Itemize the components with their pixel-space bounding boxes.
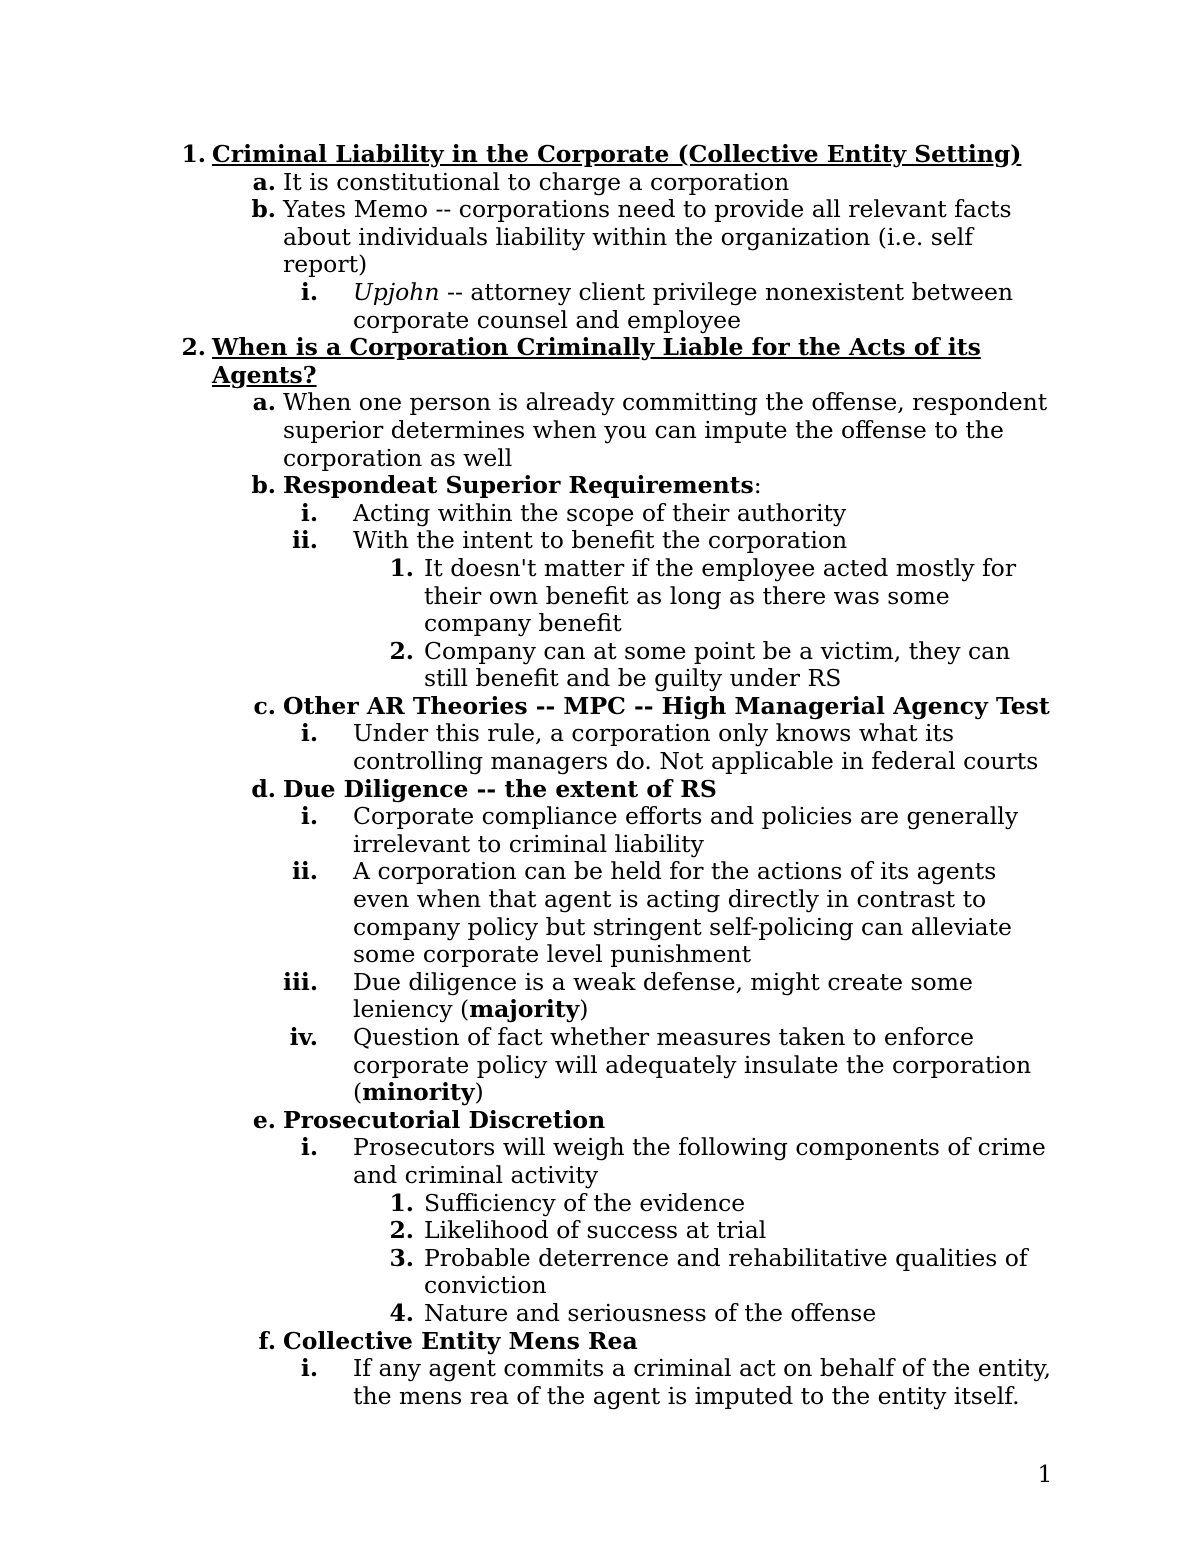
item-line [424,1272,1200,1300]
line-text: Nature and seriousness of the offense [424,1298,877,1327]
line-text: Acting within the scope of their authority [353,498,847,527]
item-line [353,1355,1200,1383]
list-marker: i. [300,1354,318,1383]
item-line [283,224,1200,252]
item-line [353,748,1200,776]
list-marker: 1. [389,553,414,582]
outline-item [0,1190,1200,1218]
line-text: : [753,471,762,500]
list-marker: i. [300,277,318,306]
line-text: A corporation can be held for the actions of its agents [353,857,997,886]
line-text: and criminal activity [353,1160,599,1189]
line-text: conviction [424,1271,547,1300]
section-heading: Agents? [212,360,317,389]
item-line [424,610,1200,638]
item-line [283,472,1200,500]
list-marker: f. [258,1326,276,1355]
item-line [424,638,1200,666]
item-line [212,334,1200,362]
line-text: -- attorney client privilege nonexistent between [439,277,1014,306]
item-line [353,307,1200,335]
outline-item [0,803,1200,858]
bold-text: minority [362,1078,475,1107]
line-text: Yates Memo -- corporations need to provide all relevant facts [283,195,1012,224]
line-text: With the intent to benefit the corporation [353,526,848,555]
line-text: ) [579,995,589,1024]
list-marker: e. [252,1105,276,1134]
outline-item [0,169,1200,197]
line-text: Sufficiency of the evidence [424,1188,746,1217]
line-text: Question of fact whether measures taken to enforce [353,1023,975,1051]
line-text: Due diligence is a weak defense, might create some [353,967,973,996]
item-line [283,389,1200,417]
item-line [353,527,1200,555]
list-marker: c. [253,691,276,720]
outline-item [0,279,1200,334]
line-text: the mens rea of the agent is imputed to the entity itself. [353,1381,1020,1410]
line-text: It doesn't matter if the employee acted mostly for [424,553,1017,582]
outline-item [0,555,1200,638]
item-line [353,886,1200,914]
item-line [283,1107,1200,1135]
item-line [424,583,1200,611]
list-marker: 2. [389,636,414,665]
outline-item [0,969,1200,1024]
item-line [353,803,1200,831]
item-line [353,1134,1200,1162]
item-line [353,1162,1200,1190]
line-text: even when that agent is acting directly in contrast to [353,885,987,914]
line-text: Prosecutors will weigh the following components of crime [353,1133,1046,1162]
line-text: company policy but stringent self-policing can alleviate [353,912,1012,941]
item-line [353,720,1200,748]
line-text: It is constitutional to charge a corporation [283,167,790,196]
line-text: leniency ( [353,995,470,1024]
case-name: Upjohn [353,277,440,306]
outline-item [0,1245,1200,1300]
outline-item [0,1300,1200,1328]
line-text: If any agent commits a criminal act on behalf of the entity, [353,1354,1052,1383]
item-line [283,776,1200,804]
line-text: When one person is already committing the offense, respondent [283,388,1048,417]
item-line [353,1079,1200,1107]
list-marker: 2. [389,1216,414,1245]
line-text: ( [353,1078,363,1107]
line-text: Company can at some point be a victim, they can [424,636,1011,665]
item-line [353,914,1200,942]
list-marker: ii. [291,526,318,555]
line-text: Collective Entity Mens Rea [283,1326,638,1355]
outline-item [0,527,1200,555]
line-text: controlling managers do. Not applicable in federal courts [353,747,1039,776]
outline-item [0,1217,1200,1245]
outline-item [0,1107,1200,1135]
item-line [283,445,1200,473]
item-line [283,196,1200,224]
line-text: Due Diligence -- the extent of RS [283,774,717,803]
line-text: corporate counsel and employee [353,305,741,334]
line-text: report) [283,250,368,279]
line-text: about individuals liability within the organization (i.e. self [283,222,973,251]
list-marker: 2. [181,333,206,362]
list-marker: iii. [283,967,318,996]
section-heading: When is a Corporation Criminally Liable for the Acts of its [212,333,981,362]
line-text: Other AR Theories -- MPC -- High Managerial Agency Test [283,691,1050,720]
item-line [283,693,1200,721]
line-text: Under this rule, a corporation only knows what its [353,719,955,748]
outline-item [0,334,1200,389]
list-marker: i. [300,719,318,748]
item-line [353,1024,1200,1052]
item-line [353,941,1200,969]
outline-item [0,720,1200,775]
line-text: corporation as well [283,443,513,472]
item-line [353,500,1200,528]
outline-item [0,638,1200,693]
item-line [283,169,1200,197]
line-text: irrelevant to criminal liability [353,829,704,858]
list-marker: 4. [389,1298,414,1327]
item-line [424,665,1200,693]
list-marker: a. [252,167,276,196]
list-marker: 1. [181,140,206,168]
item-line [353,831,1200,859]
outline-item [0,389,1200,472]
outline-item [0,776,1200,804]
outline-item [0,500,1200,528]
outline-item [0,858,1200,968]
outline-item [0,472,1200,500]
list-marker: i. [300,1133,318,1162]
section-heading: Criminal Liability in the Corporate (Collective Entity Setting) [212,140,1022,168]
outline-item [0,1024,1200,1107]
line-text: company benefit [424,609,622,638]
item-line [353,858,1200,886]
item-line [424,1300,1200,1328]
line-text: still benefit and be guilty under RS [424,664,842,693]
item-line [283,1328,1200,1356]
list-marker: b. [251,471,276,500]
item-line [353,996,1200,1024]
list-marker: i. [300,498,318,527]
line-text: Corporate compliance efforts and policies are generally [353,802,1019,831]
item-line [212,362,1200,390]
list-marker: d. [251,774,276,803]
outline [0,141,1200,1410]
list-marker: iv. [289,1023,318,1051]
item-line [283,417,1200,445]
line-text: their own benefit as long as there was some [424,581,950,610]
item-line [353,969,1200,997]
item-line [424,1217,1200,1245]
line-text: ) [474,1078,484,1107]
item-line [353,1052,1200,1080]
bold-text: majority [469,995,580,1024]
item-line [353,279,1200,307]
outline-item [0,1134,1200,1189]
item-line [283,251,1200,279]
list-marker: i. [300,802,318,831]
line-text: some corporate level punishment [353,940,752,969]
page-number: 1 [1037,1460,1053,1488]
item-line [424,555,1200,583]
list-marker: b. [251,195,276,224]
outline-item [0,141,1200,169]
list-marker: ii. [291,857,318,886]
outline-item [0,196,1200,279]
outline-item [0,1355,1200,1410]
line-text: Probable deterrence and rehabilitative qualities of [424,1243,1028,1272]
item-line [424,1245,1200,1273]
item-line [353,1383,1200,1411]
outline-item [0,693,1200,721]
list-marker: a. [252,388,276,417]
list-marker: 3. [389,1243,414,1272]
item-line [424,1190,1200,1218]
item-line [212,141,1200,169]
line-text: corporate policy will adequately insulate the corporation [353,1050,1032,1079]
bold-text: Respondeat Superior Requirements [283,471,754,500]
list-marker: 1. [389,1188,414,1217]
line-text: Prosecutorial Discretion [283,1105,606,1134]
line-text: Likelihood of success at trial [424,1216,767,1245]
outline-item [0,1328,1200,1356]
line-text: superior determines when you can impute the offense to the [283,415,1004,444]
